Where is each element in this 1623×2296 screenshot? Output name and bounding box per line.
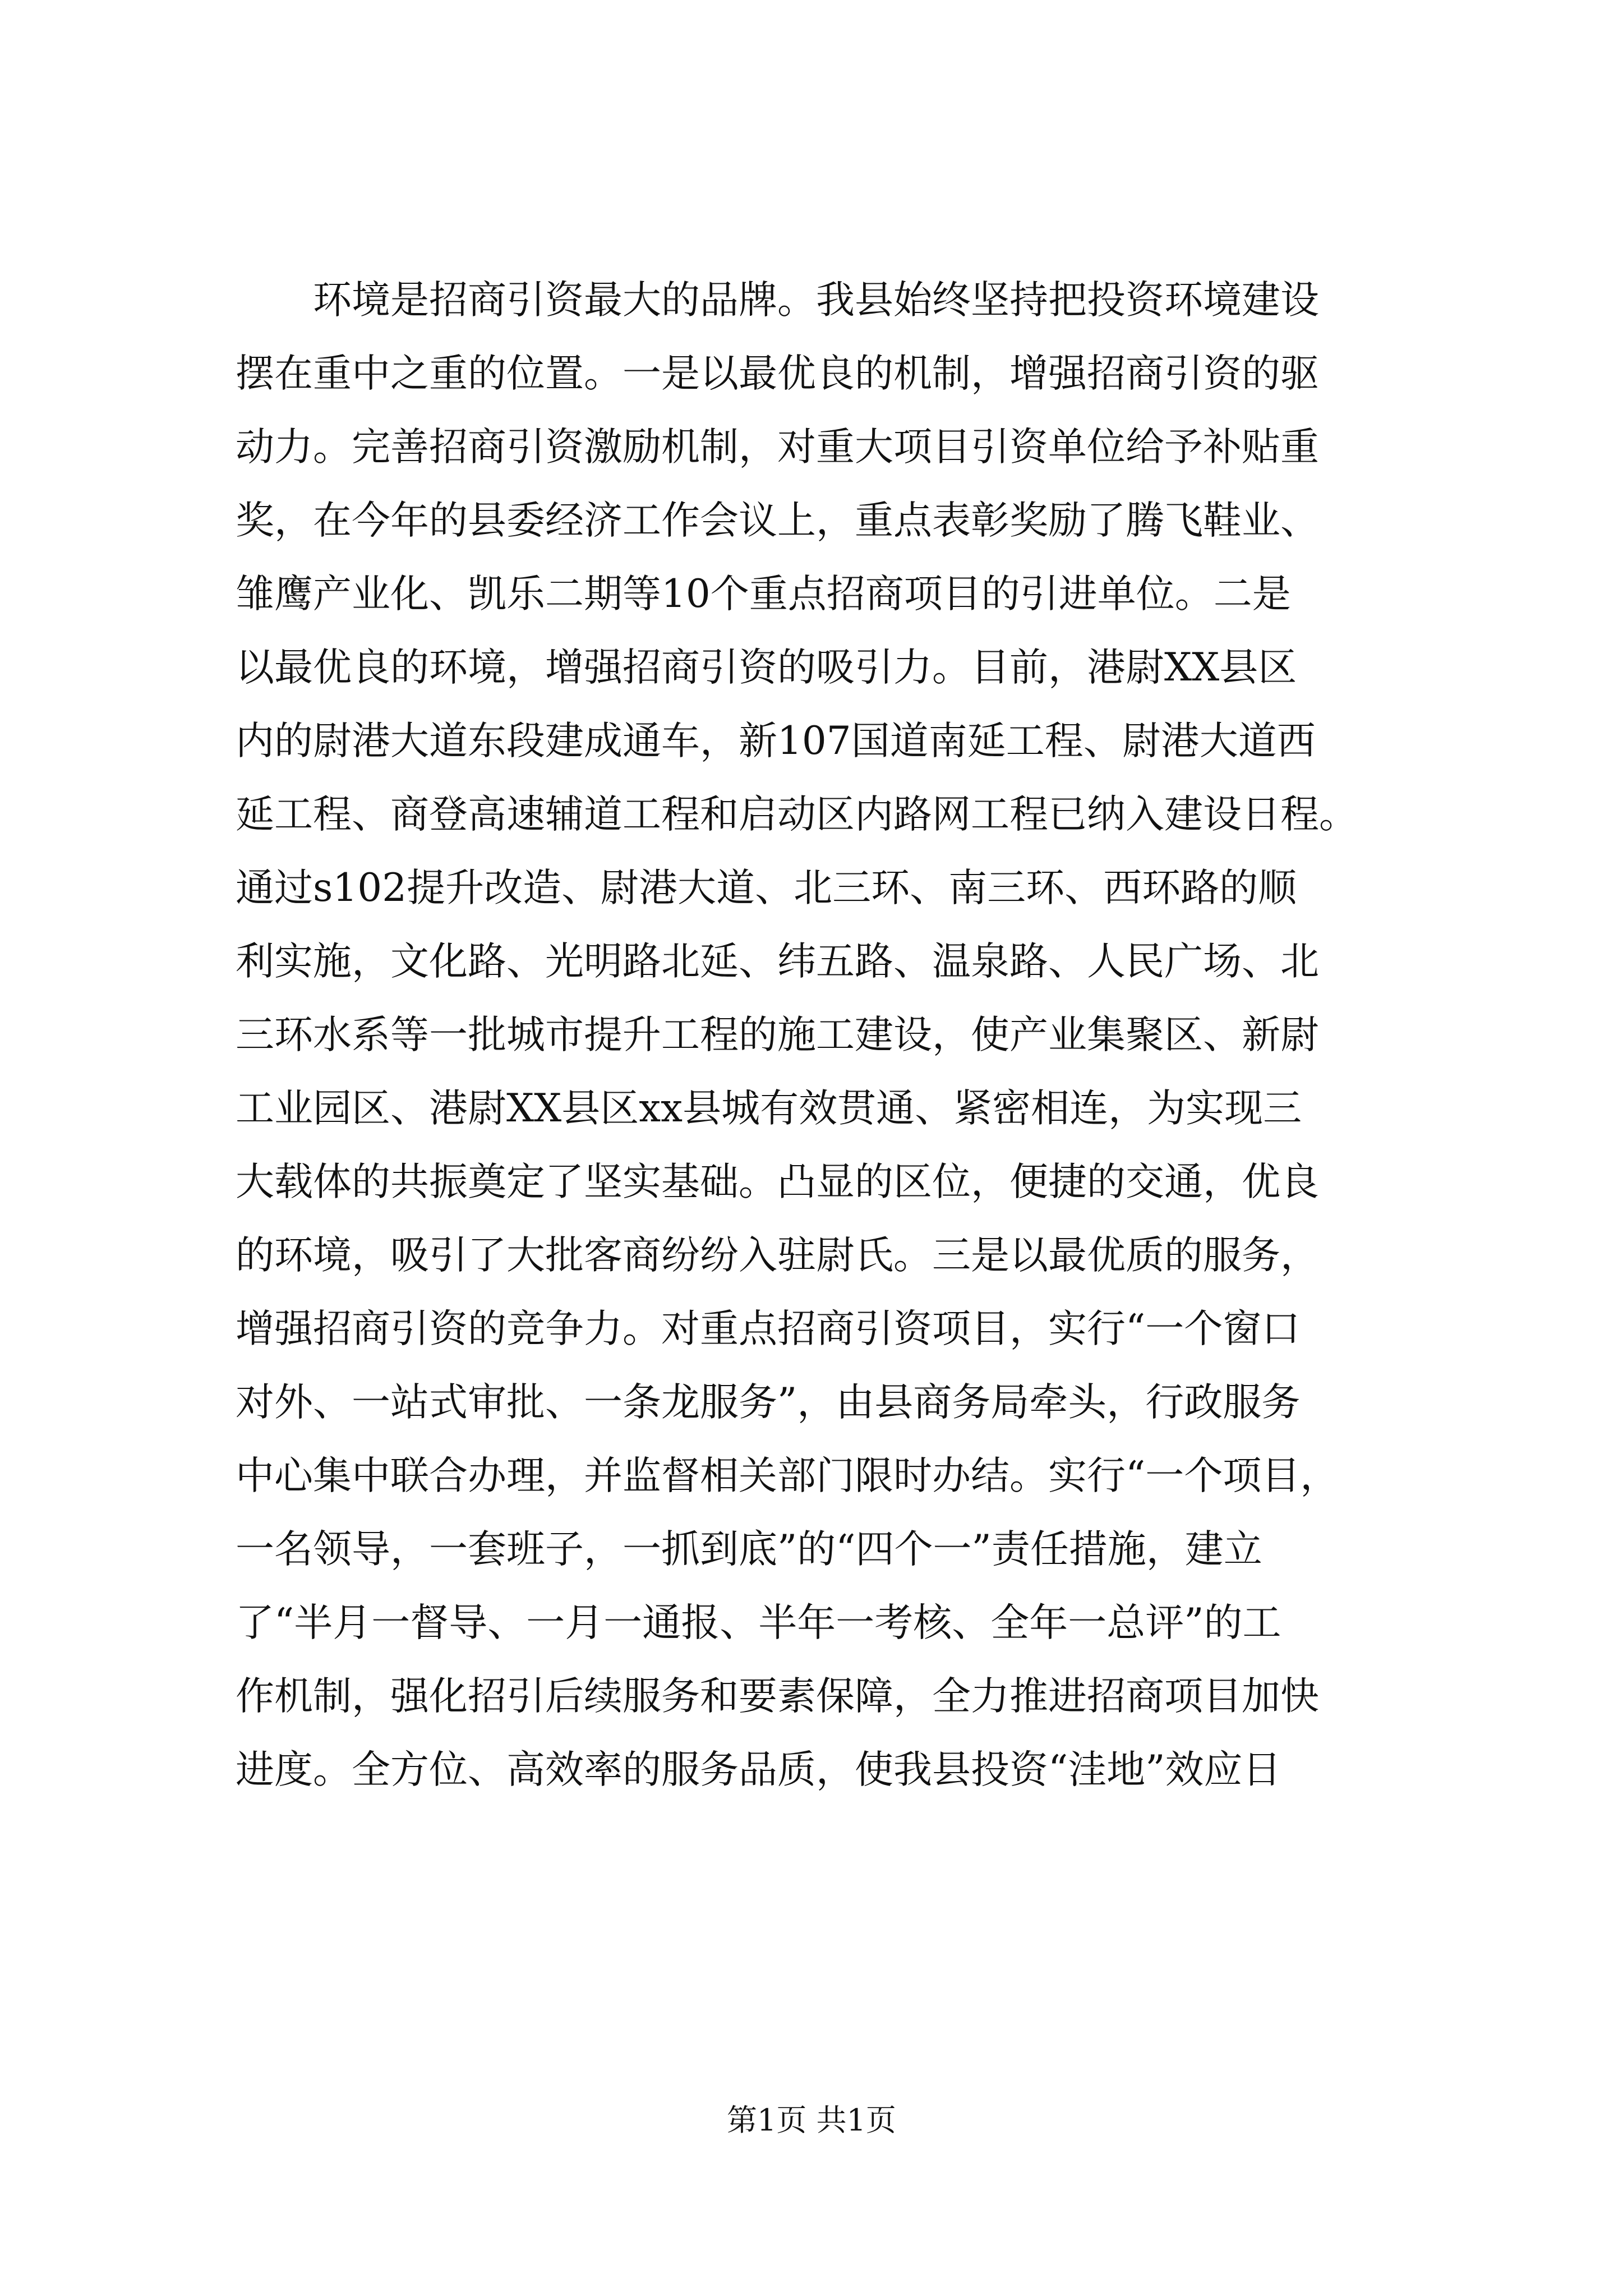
text-line: 雏鹰产业化、凯乐二期等10个重点招商项目的引进单位。二是 xyxy=(236,572,1291,616)
text-line: 以最优良的环境，增强招商引资的吸引力。目前，港尉XX县区 xyxy=(236,645,1297,690)
body-text xyxy=(236,264,1413,1807)
text-line: 大载体的共振奠定了坚实基础。凸显的区位，便捷的交通，优良 xyxy=(236,1159,1319,1204)
text-line: 延工程、商登高速辅道工程和启动区内路网工程已纳入建设日程。 xyxy=(236,792,1358,837)
text-line: 通过s102提升改造、尉港大道、北三环、南三环、西环路的顺 xyxy=(236,866,1297,910)
page-number: 第1页 共1页 xyxy=(727,2102,896,2138)
text-line: 一名领导，一套班子，一抓到底”的“四个一”责任措施，建立 xyxy=(236,1527,1262,1572)
text-line: 的环境，吸引了大批客商纷纷入驻尉氏。三是以最优质的服务， xyxy=(236,1233,1319,1278)
text-line: 对外、一站式审批、一条龙服务”，由县商务局牵头，行政服务 xyxy=(236,1380,1301,1425)
text-line: 内的尉港大道东段建成通车，新107国道南延工程、尉港大道西 xyxy=(236,719,1316,763)
text-line: 动力。完善招商引资激励机制，对重大项目引资单位给予补贴重 xyxy=(236,425,1319,470)
text-line: 了“半月一督导、一月一通报、半年一考核、全年一总评”的工 xyxy=(236,1600,1281,1645)
text-line: 工业园区、港尉XX县区xx县城有效贯通、紧密相连，为实现三 xyxy=(236,1086,1302,1131)
text-line: 中心集中联合办理，并监督相关部门限时办结。实行“一个项目， xyxy=(236,1453,1339,1498)
page-footer xyxy=(0,2098,1623,2143)
text-line: 进度。全方位、高效率的服务品质，使我县投资“洼地”效应日 xyxy=(236,1747,1281,1792)
text-line: 增强招商引资的竞争力。对重点招商引资项目，实行“一个窗口 xyxy=(236,1306,1301,1351)
text-line: 奖，在今年的县委经济工作会议上，重点表彰奖励了腾飞鞋业、 xyxy=(236,498,1319,543)
text-line: 利实施，文化路、光明路北延、纬五路、温泉路、人民广场、北 xyxy=(236,939,1319,984)
text-line: 作机制，强化招引后续服务和要素保障，全力推进招商项目加快 xyxy=(236,1674,1319,1719)
text-line: 摆在重中之重的位置。一是以最优良的机制，增强招商引资的驱 xyxy=(236,351,1319,396)
text-line: 环境是招商引资最大的品牌。我县始终坚持把投资环境建设 xyxy=(236,278,1319,323)
text-line: 三环水系等一批城市提升工程的施工建设，使产业集聚区、新尉 xyxy=(236,1013,1319,1057)
